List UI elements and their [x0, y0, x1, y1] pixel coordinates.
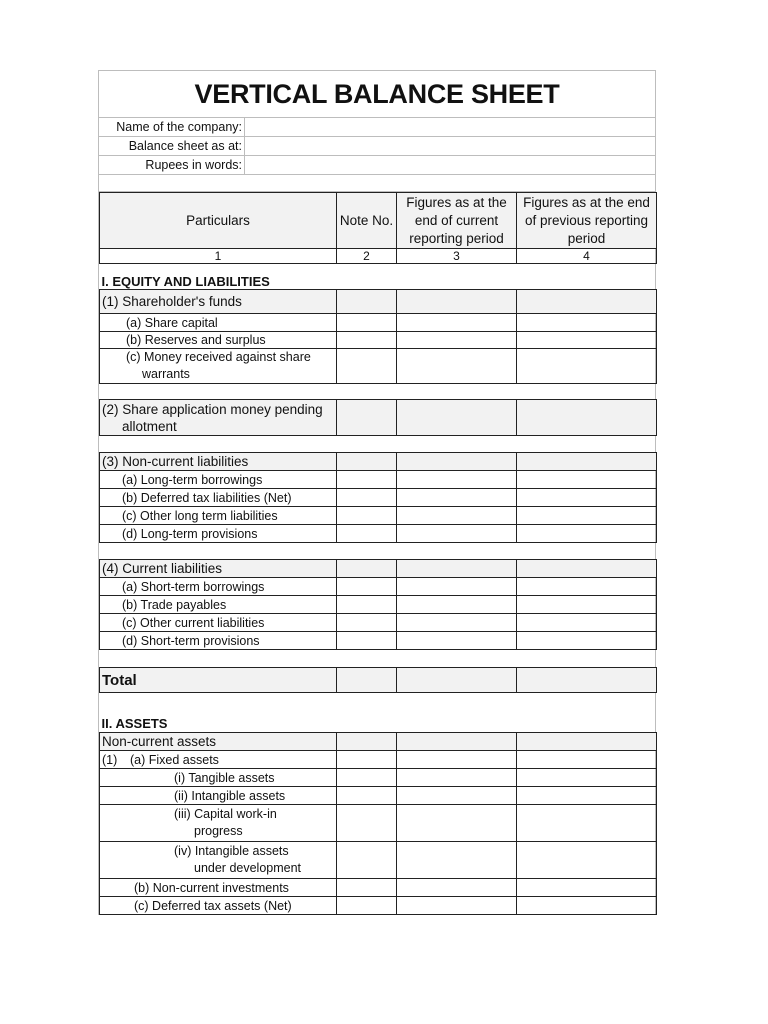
table-row: (c) Deferred tax assets (Net)	[100, 897, 657, 915]
header-row	[100, 193, 657, 249]
company-name-row	[99, 118, 655, 137]
company-name-label: Name of the company:	[99, 118, 245, 136]
header-note: Note No.	[337, 193, 397, 249]
equity-heading: I. EQUITY AND LIABILITIES	[101, 274, 270, 289]
equity-heading-row	[100, 264, 657, 290]
table-row: (d) Long-term provisions	[100, 525, 657, 543]
table-row: (ii) Intangible assets	[100, 787, 657, 805]
company-name-field[interactable]	[245, 118, 655, 136]
table-row: (b) Trade payables	[100, 596, 657, 614]
table-row: (iv) Intangible assets under development	[100, 842, 657, 879]
table-row: (b) Reserves and surplus	[100, 332, 657, 349]
balance-sheet	[98, 70, 656, 915]
header-previous: Figures as at the end of previous reporting period	[517, 193, 657, 249]
table-row: (1) Shareholder's funds	[100, 290, 657, 314]
balance-date-label: Balance sheet as at:	[99, 137, 245, 155]
balance-date-field[interactable]	[245, 137, 655, 155]
table-row: Non-current assets	[100, 733, 657, 751]
table-row: (i) Tangible assets	[100, 769, 657, 787]
table-row: (2) Share application money pending allotment	[100, 400, 657, 436]
table-row: (b) Non-current investments	[100, 879, 657, 897]
sheet-title: VERTICAL BALANCE SHEET	[99, 71, 655, 118]
table-row: (b) Deferred tax liabilities (Net)	[100, 489, 657, 507]
rupees-words-label: Rupees in words:	[99, 156, 245, 174]
spacer	[99, 175, 655, 192]
table-row: (iii) Capital work-in progress	[100, 805, 657, 842]
balance-table	[99, 192, 657, 915]
table-row: (a) Long-term borrowings	[100, 471, 657, 489]
balance-date-row	[99, 137, 655, 156]
table-row: (a) Share capital	[100, 314, 657, 332]
table-row: (c) Other current liabilities	[100, 614, 657, 632]
total-row	[100, 668, 657, 693]
table-row: (3) Non-current liabilities	[100, 453, 657, 471]
total-label: Total	[100, 668, 337, 693]
column-number-row: 1 2 3 4	[100, 249, 657, 264]
table-row: (c) Other long term liabilities	[100, 507, 657, 525]
table-row: (a) Short-term borrowings	[100, 578, 657, 596]
table-row: (4) Current liabilities	[100, 560, 657, 578]
rupees-words-field[interactable]	[245, 156, 655, 174]
assets-heading: II. ASSETS	[101, 716, 168, 731]
rupees-words-row	[99, 156, 655, 175]
header-particulars: Particulars	[100, 193, 337, 249]
table-row: (1) (a) Fixed assets	[100, 751, 657, 769]
header-current: Figures as at the end of current reporting period	[397, 193, 517, 249]
table-row: (d) Short-term provisions	[100, 632, 657, 650]
table-row: (c) Money received against share warrants	[100, 349, 657, 384]
assets-heading-row	[100, 693, 657, 733]
